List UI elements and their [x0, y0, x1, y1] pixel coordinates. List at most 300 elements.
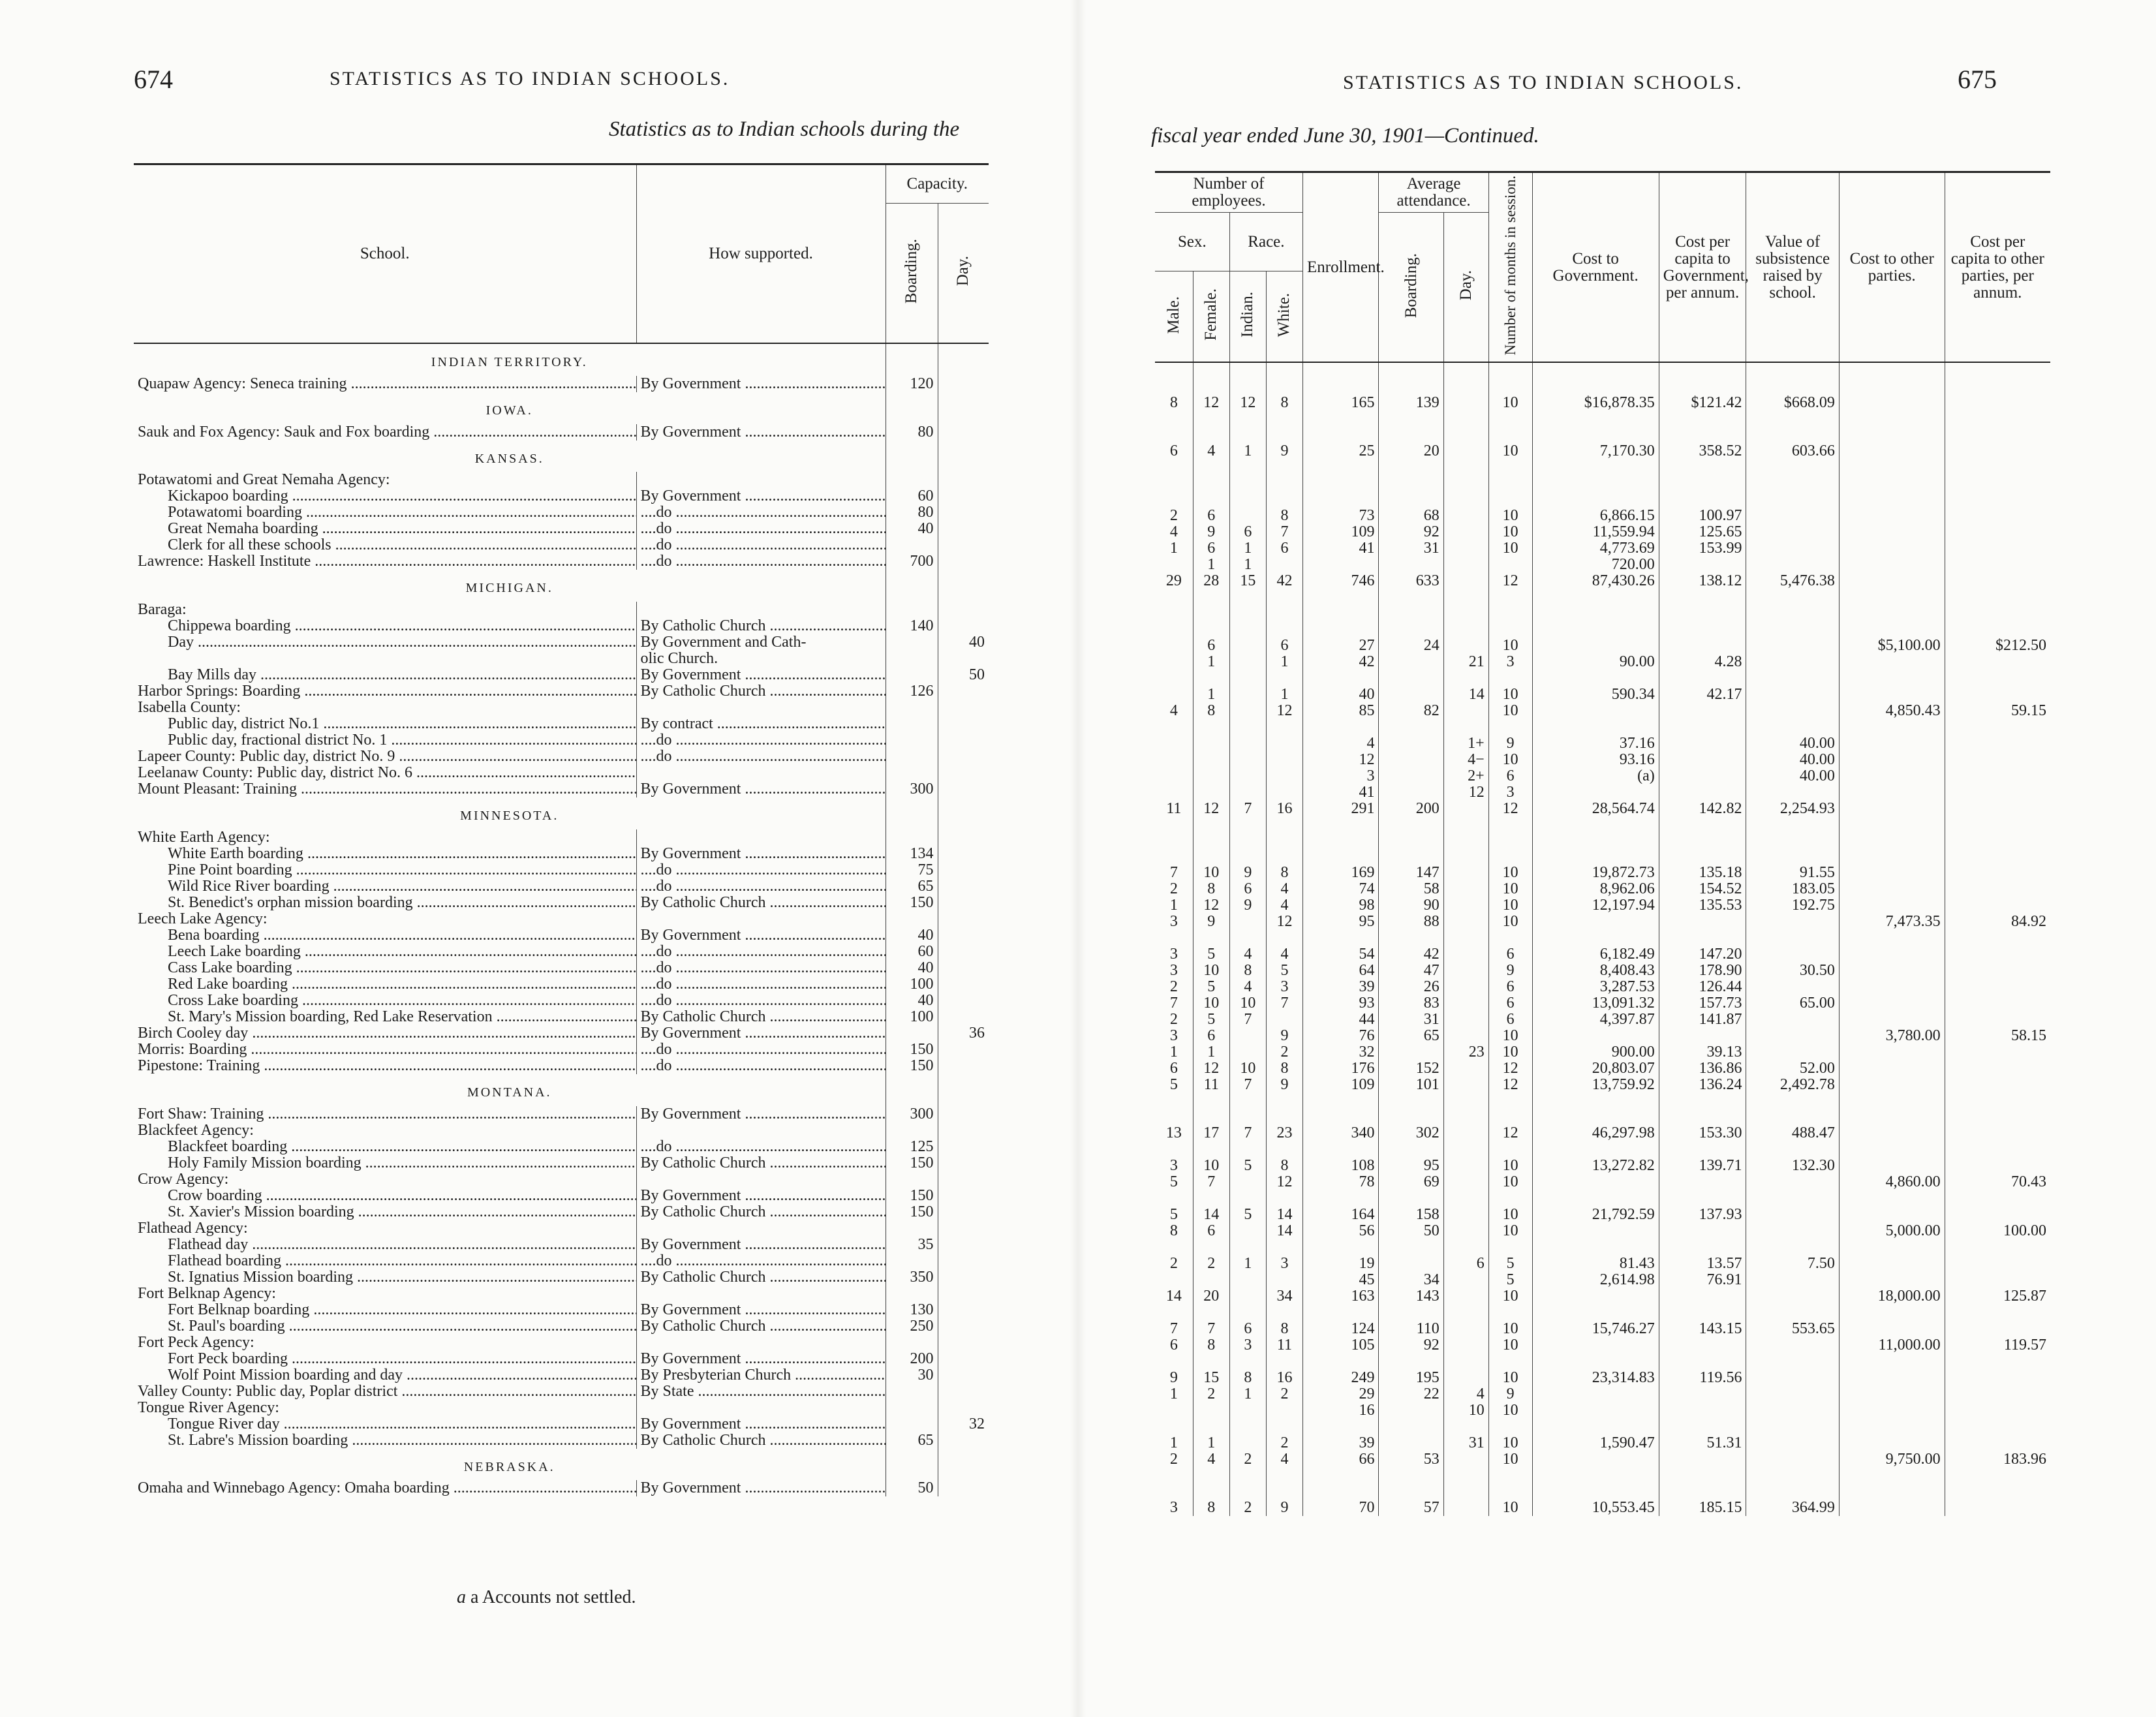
how-supported-text: ....do ..... — [641, 537, 886, 553]
spacer-cell — [1193, 459, 1229, 491]
cost-to-government: 93.16 — [1532, 752, 1659, 768]
how-supported-text: By Government ..... — [641, 376, 886, 392]
cost-to-government: 90.00 — [1532, 654, 1659, 687]
capacity-day — [938, 1432, 989, 1449]
cost-per-capita-gov — [1659, 638, 1746, 654]
cost-per-capita-gov: 178.90 — [1659, 963, 1746, 979]
female-count: 10 — [1193, 865, 1229, 881]
avg-boarding: 200 — [1379, 801, 1443, 817]
subsistence-value — [1746, 687, 1839, 703]
subsistence-value — [1746, 1190, 1839, 1207]
capacity-boarding: 40 — [886, 521, 938, 537]
school-row — [134, 716, 989, 732]
indian-count — [1229, 1435, 1266, 1451]
cost-per-capita-other — [1945, 784, 2050, 801]
avg-boarding: 42 — [1379, 946, 1443, 963]
white-count — [1266, 1305, 1302, 1321]
how-supported-text: By Government ..... — [641, 1025, 886, 1042]
spacer-cell — [1193, 817, 1229, 849]
cost-to-other-parties — [1839, 1077, 1945, 1093]
avg-day — [1443, 881, 1488, 897]
cost-per-capita-other: 125.87 — [1945, 1288, 2050, 1305]
capacity-boarding: 150 — [886, 1042, 938, 1058]
school-name — [134, 862, 636, 878]
avg-boarding — [1379, 621, 1443, 638]
enrollment — [1303, 1305, 1379, 1321]
how-supported-text: By Government ..... — [641, 1237, 886, 1253]
capacity-boarding — [886, 732, 938, 749]
spacer-cell — [1193, 362, 1229, 395]
cost-to-other-parties: 3,780.00 — [1839, 1028, 1945, 1044]
cost-to-government — [1532, 930, 1659, 946]
indian-count: 7 — [1229, 1012, 1266, 1028]
cost-per-capita-gov: 147.20 — [1659, 946, 1746, 963]
capacity-boarding — [886, 1286, 938, 1302]
capacity-day — [938, 749, 989, 765]
enrollment: 29 — [1303, 1386, 1379, 1402]
female-count: 11 — [1193, 1077, 1229, 1093]
school-name — [134, 960, 636, 976]
avg-boarding: 88 — [1379, 914, 1443, 930]
school-name — [134, 829, 636, 846]
male-count: 3 — [1169, 1028, 1178, 1045]
female-count — [1193, 1239, 1229, 1256]
cost-to-government: $16,878.35 — [1532, 395, 1659, 411]
school-name — [134, 1204, 636, 1220]
school-name — [134, 1188, 636, 1204]
avg-boarding — [1379, 930, 1443, 946]
cost-per-capita-gov: 39.13 — [1659, 1044, 1746, 1060]
cost-per-capita-gov: 4.28 — [1659, 654, 1746, 687]
enrollment: 74 — [1303, 881, 1379, 897]
female-count: 2 — [1193, 1256, 1229, 1272]
white-count — [1266, 1190, 1302, 1207]
white-count: 2 — [1266, 1386, 1302, 1402]
indian-count: 1 — [1229, 1386, 1266, 1402]
female-count: 4 — [1193, 443, 1229, 459]
cost-per-capita-gov: 153.99 — [1659, 540, 1746, 557]
enrollment — [1303, 848, 1379, 865]
months-in-session: 10 — [1488, 1321, 1532, 1337]
spacer-cell — [1746, 1468, 1839, 1500]
capacity-day — [938, 424, 989, 441]
months-in-session — [1488, 621, 1532, 638]
white-count: 8 — [1266, 395, 1302, 411]
avg-boarding — [1379, 1353, 1443, 1370]
stats-row — [1155, 865, 2050, 881]
cost-per-capita-other — [1945, 557, 2050, 573]
stats-row — [1155, 1370, 2050, 1386]
cost-to-government: 12,197.94 — [1532, 897, 1659, 914]
cost-per-capita-gov — [1659, 621, 1746, 638]
state-spacer-row — [1155, 817, 2050, 849]
white-count: 4 — [1266, 881, 1302, 897]
subsistence-value: 488.47 — [1746, 1125, 1839, 1141]
cost-to-government: 1,590.47 — [1532, 1435, 1659, 1451]
indian-count: 5 — [1229, 1158, 1266, 1174]
avg-boarding — [1379, 654, 1443, 687]
cost-per-capita-other — [1945, 897, 2050, 914]
cost-per-capita-gov — [1659, 1353, 1746, 1370]
female-count: 1 — [1193, 654, 1229, 687]
months-in-session: 6 — [1488, 1012, 1532, 1028]
how-supported — [636, 944, 886, 960]
cost-to-other-parties — [1839, 1239, 1945, 1256]
capacity-day — [938, 732, 989, 749]
subsistence-value: 65.00 — [1746, 995, 1839, 1012]
cost-to-government: 3,287.53 — [1532, 979, 1659, 995]
avg-day — [1443, 1451, 1488, 1468]
how-supported-text-cont: olic Church. — [640, 650, 718, 668]
spacer-cell — [1379, 817, 1443, 849]
stats-row — [1155, 703, 2050, 719]
cost-per-capita-gov — [1659, 784, 1746, 801]
school-name-text: Great Nemaha boarding ..... — [168, 521, 636, 537]
cost-per-capita-gov — [1659, 848, 1746, 865]
avg-boarding: 69 — [1379, 1174, 1443, 1190]
capacity-boarding: 65 — [886, 878, 938, 895]
indian-count — [1229, 1419, 1266, 1435]
how-supported-text: By Government ..... — [641, 927, 886, 944]
cost-to-other-parties — [1839, 395, 1945, 411]
right-running-head: STATISTICS AS TO INDIAN SCHOOLS. — [1343, 72, 1744, 93]
school-name — [134, 1302, 636, 1318]
white-count — [1266, 930, 1302, 946]
right-page-number: 675 — [1958, 65, 1997, 94]
female-count: 10 — [1193, 1158, 1229, 1174]
school-name — [134, 683, 636, 700]
how-supported-text: By Catholic Church ..... — [641, 1269, 886, 1286]
avg-boarding: 143 — [1379, 1288, 1443, 1305]
cost-per-capita-other — [1945, 865, 2050, 881]
enrollment — [1303, 491, 1379, 508]
months-in-session: 10 — [1488, 1174, 1532, 1190]
white-count: 9 — [1266, 443, 1302, 459]
cost-per-capita-other — [1945, 1353, 2050, 1370]
cost-per-capita-other — [1945, 654, 2050, 687]
months-in-session: 5 — [1488, 1256, 1532, 1272]
indian-count — [1229, 719, 1266, 735]
indian-count: 6 — [1229, 881, 1266, 897]
school-name-text: Blackfeet Agency: — [138, 1122, 254, 1139]
stats-row — [1155, 1272, 2050, 1288]
white-count: 8 — [1266, 508, 1302, 524]
enrollment: 176 — [1303, 1060, 1379, 1077]
school-name — [134, 1480, 636, 1496]
months-in-session: 10 — [1488, 914, 1532, 930]
how-supported — [636, 1188, 886, 1204]
capacity-day — [938, 716, 989, 732]
months-in-session: 10 — [1488, 1435, 1532, 1451]
capacity-day — [938, 911, 989, 927]
male-count: 11 — [1166, 800, 1182, 817]
cost-per-capita-other — [1945, 881, 2050, 897]
cost-per-capita-other — [1945, 768, 2050, 784]
cost-to-government: 900.00 — [1532, 1044, 1659, 1060]
school-row — [134, 993, 989, 1009]
spacer-cell — [1532, 589, 1659, 621]
months-in-session: 10 — [1488, 1158, 1532, 1174]
school-row — [134, 895, 989, 911]
cost-to-other-parties — [1839, 1321, 1945, 1337]
male-count — [1155, 638, 1193, 654]
enrollment: 40 — [1303, 687, 1379, 703]
capacity-day — [938, 1253, 989, 1269]
school-name-text: White Earth boarding ..... — [168, 846, 636, 862]
indian-count — [1229, 1288, 1266, 1305]
school-name — [134, 1171, 636, 1188]
school-row — [134, 1106, 989, 1122]
cost-per-capita-other — [1945, 1190, 2050, 1207]
cost-per-capita-gov — [1659, 1402, 1746, 1419]
spacer-cell — [1193, 1093, 1229, 1125]
cost-per-capita-gov: 138.12 — [1659, 573, 1746, 589]
cost-per-capita-other — [1945, 801, 2050, 817]
enrollment: 12 — [1303, 752, 1379, 768]
indian-count: 12 — [1229, 395, 1266, 411]
avg-day — [1443, 1190, 1488, 1207]
capacity-day — [938, 1042, 989, 1058]
months-in-session — [1488, 1141, 1532, 1158]
female-count: 12 — [1193, 801, 1229, 817]
school-row — [134, 927, 989, 944]
cost-per-capita-other: 84.92 — [1945, 914, 2050, 930]
avg-boarding — [1379, 784, 1443, 801]
how-supported-text: By Catholic Church ..... — [641, 1432, 886, 1449]
months-in-session: 10 — [1488, 752, 1532, 768]
school-row — [134, 1139, 989, 1155]
capacity-day — [938, 1318, 989, 1335]
cost-to-government: 20,803.07 — [1532, 1060, 1659, 1077]
how-supported-text: By Catholic Church ..... — [641, 683, 886, 700]
cost-per-capita-gov — [1659, 1337, 1746, 1353]
avg-boarding: 90 — [1379, 897, 1443, 914]
subsistence-value — [1746, 508, 1839, 524]
state-heading-row — [134, 797, 989, 829]
stats-row — [1155, 1012, 2050, 1028]
school-name — [134, 1269, 636, 1286]
cost-to-government — [1532, 1305, 1659, 1321]
avg-day: 12 — [1443, 784, 1488, 801]
female-count: 7 — [1193, 1321, 1229, 1337]
spacer-cell — [1229, 817, 1266, 849]
male-count — [1155, 557, 1193, 573]
male-count: 3 — [1169, 1499, 1178, 1516]
cost-per-capita-gov: 125.65 — [1659, 524, 1746, 540]
cost-per-capita-other — [1945, 524, 2050, 540]
state-heading: MONTANA. — [467, 1085, 552, 1100]
white-count: 12 — [1266, 1174, 1302, 1190]
capacity-boarding — [886, 700, 938, 716]
spacer-cell — [1839, 589, 1945, 621]
spacer-cell — [1155, 1468, 1193, 1500]
white-count — [1266, 557, 1302, 573]
white-count — [1266, 1353, 1302, 1370]
cost-to-other-parties — [1839, 1305, 1945, 1321]
race-header: Race. — [1229, 213, 1302, 271]
cost-to-other-parties: 9,750.00 — [1839, 1451, 1945, 1468]
school-name-text: Wolf Point Mission boarding and day ..... — [168, 1367, 636, 1384]
school-row — [134, 472, 989, 488]
cost-per-capita-other — [1945, 1256, 2050, 1272]
stats-row — [1155, 848, 2050, 865]
enrollment: 3 — [1303, 768, 1379, 784]
male-count — [1155, 1402, 1193, 1419]
cost-per-capita-gov — [1659, 557, 1746, 573]
spacer-cell — [1443, 459, 1488, 491]
how-supported — [636, 1155, 886, 1171]
state-spacer-row — [1155, 1093, 2050, 1125]
school-name-text: Fort Shaw: Training ..... — [138, 1106, 636, 1122]
cost-to-other-parties: 11,000.00 — [1839, 1337, 1945, 1353]
months-in-session: 10 — [1488, 1370, 1532, 1386]
avg-boarding: 195 — [1379, 1370, 1443, 1386]
cost-per-capita-gov: 185.15 — [1659, 1500, 1746, 1516]
months-in-session: 10 — [1488, 897, 1532, 914]
indian-count — [1229, 1402, 1266, 1419]
capacity-boarding: 250 — [886, 1318, 938, 1335]
spacer-cell — [1379, 1093, 1443, 1125]
capacity-day — [938, 1122, 989, 1139]
spacer-cell — [1659, 1468, 1746, 1500]
enrollment: 95 — [1303, 914, 1379, 930]
indian-count: 1 — [1229, 1256, 1266, 1272]
male-count: 2 — [1169, 1012, 1178, 1029]
capacity-boarding: 100 — [886, 1009, 938, 1025]
months-in-session: 10 — [1488, 524, 1532, 540]
subsistence-value — [1746, 1337, 1839, 1353]
school-name — [134, 927, 636, 944]
cost-to-government: 21,792.59 — [1532, 1207, 1659, 1223]
avg-day — [1443, 1288, 1488, 1305]
white-count: 12 — [1266, 914, 1302, 930]
cost-per-capita-other: 58.15 — [1945, 1028, 2050, 1044]
capacity-boarding — [886, 749, 938, 765]
school-row — [134, 1058, 989, 1074]
school-name — [134, 1367, 636, 1384]
indian-count: 1 — [1229, 443, 1266, 459]
male-count: 14 — [1165, 1288, 1182, 1305]
male-count: 1 — [1169, 897, 1178, 914]
how-supported-text: By Government ..... — [641, 488, 886, 504]
avg-boarding: 95 — [1379, 1158, 1443, 1174]
cost-per-capita-other — [1945, 1141, 2050, 1158]
male-count: 8 — [1169, 395, 1178, 412]
capacity-day — [938, 1384, 989, 1400]
avg-day: 4− — [1443, 752, 1488, 768]
cost-per-capita-gov — [1659, 703, 1746, 719]
capacity-day — [938, 488, 989, 504]
spacer-cell — [1303, 1093, 1379, 1125]
cost-to-other-parties — [1839, 897, 1945, 914]
capacity-boarding: 350 — [886, 1269, 938, 1286]
spacer-cell — [1839, 459, 1945, 491]
months-in-session: 9 — [1488, 1386, 1532, 1402]
avg-day: 31 — [1443, 1435, 1488, 1451]
cost-to-other-parties — [1839, 654, 1945, 687]
cost-to-other-parties — [1839, 930, 1945, 946]
how-supported-text: ....do ..... — [641, 1253, 886, 1269]
cost-to-other-parties — [1839, 768, 1945, 784]
capacity-day — [938, 1171, 989, 1188]
female-count — [1193, 621, 1229, 638]
cap-day-cell — [938, 797, 989, 829]
avg-boarding: 152 — [1379, 1060, 1443, 1077]
spacer-cell — [1193, 411, 1229, 443]
white-count: 4 — [1266, 1451, 1302, 1468]
cost-to-other-parties: 4,860.00 — [1839, 1174, 1945, 1190]
cost-to-government — [1532, 1174, 1659, 1190]
female-count: 6 — [1193, 508, 1229, 524]
cost-per-capita-gov — [1659, 914, 1746, 930]
subsistence-value — [1746, 1028, 1839, 1044]
how-supported-text: ....do ..... — [641, 732, 886, 749]
stats-row — [1155, 946, 2050, 963]
how-supported-text: By Government ..... — [641, 1480, 886, 1496]
subsistence-value — [1746, 1386, 1839, 1402]
school-row — [134, 829, 989, 846]
how-supported — [636, 1367, 886, 1384]
school-name — [134, 1253, 636, 1269]
female-count: 12 — [1193, 395, 1229, 411]
stats-row — [1155, 1451, 2050, 1468]
how-supported — [636, 1204, 886, 1220]
spacer-cell — [1303, 362, 1379, 395]
school-name — [134, 765, 636, 781]
school-row — [134, 602, 989, 618]
capacity-boarding: 75 — [886, 862, 938, 878]
stats-row — [1155, 524, 2050, 540]
school-name — [134, 1318, 636, 1335]
white-count: 2 — [1266, 1044, 1302, 1060]
cost-to-government: 10,553.45 — [1532, 1500, 1659, 1516]
spacer-cell — [1945, 411, 2050, 443]
school-row — [134, 1237, 989, 1253]
subsistence-value — [1746, 703, 1839, 719]
stats-row — [1155, 654, 2050, 687]
cost-to-government: 13,272.82 — [1532, 1158, 1659, 1174]
att-day-header: Day. — [1456, 270, 1475, 301]
avg-boarding — [1379, 1239, 1443, 1256]
cap-day-cell — [938, 392, 989, 424]
cost-per-capita-other — [1945, 848, 2050, 865]
months-in-session: 12 — [1488, 801, 1532, 817]
female-count — [1193, 768, 1229, 784]
how-supported-text: ....do ..... — [641, 749, 886, 765]
indian-count: 4 — [1229, 979, 1266, 995]
spacer-cell — [1839, 817, 1945, 849]
cost-per-capita-other: 59.15 — [1945, 703, 2050, 719]
female-count: 15 — [1193, 1370, 1229, 1386]
school-row — [134, 683, 989, 700]
cost-to-other-parties — [1839, 1402, 1945, 1419]
avg-day — [1443, 395, 1488, 411]
cost-per-capita-other — [1945, 930, 2050, 946]
capacity-boarding: 700 — [886, 553, 938, 570]
female-count: 8 — [1193, 1500, 1229, 1516]
male-count: 5 — [1169, 1174, 1178, 1191]
school-name-text: Lawrence: Haskell Institute ..... — [138, 553, 636, 570]
months-in-session: 10 — [1488, 1044, 1532, 1060]
male-count — [1155, 1305, 1193, 1321]
avg-boarding: 68 — [1379, 508, 1443, 524]
cost-per-capita-gov: 13.57 — [1659, 1256, 1746, 1272]
indian-count — [1229, 1174, 1266, 1190]
how-supported — [636, 878, 886, 895]
cost-to-government — [1532, 621, 1659, 638]
school-row — [134, 424, 989, 441]
how-supported-text: ....do ..... — [641, 504, 886, 521]
